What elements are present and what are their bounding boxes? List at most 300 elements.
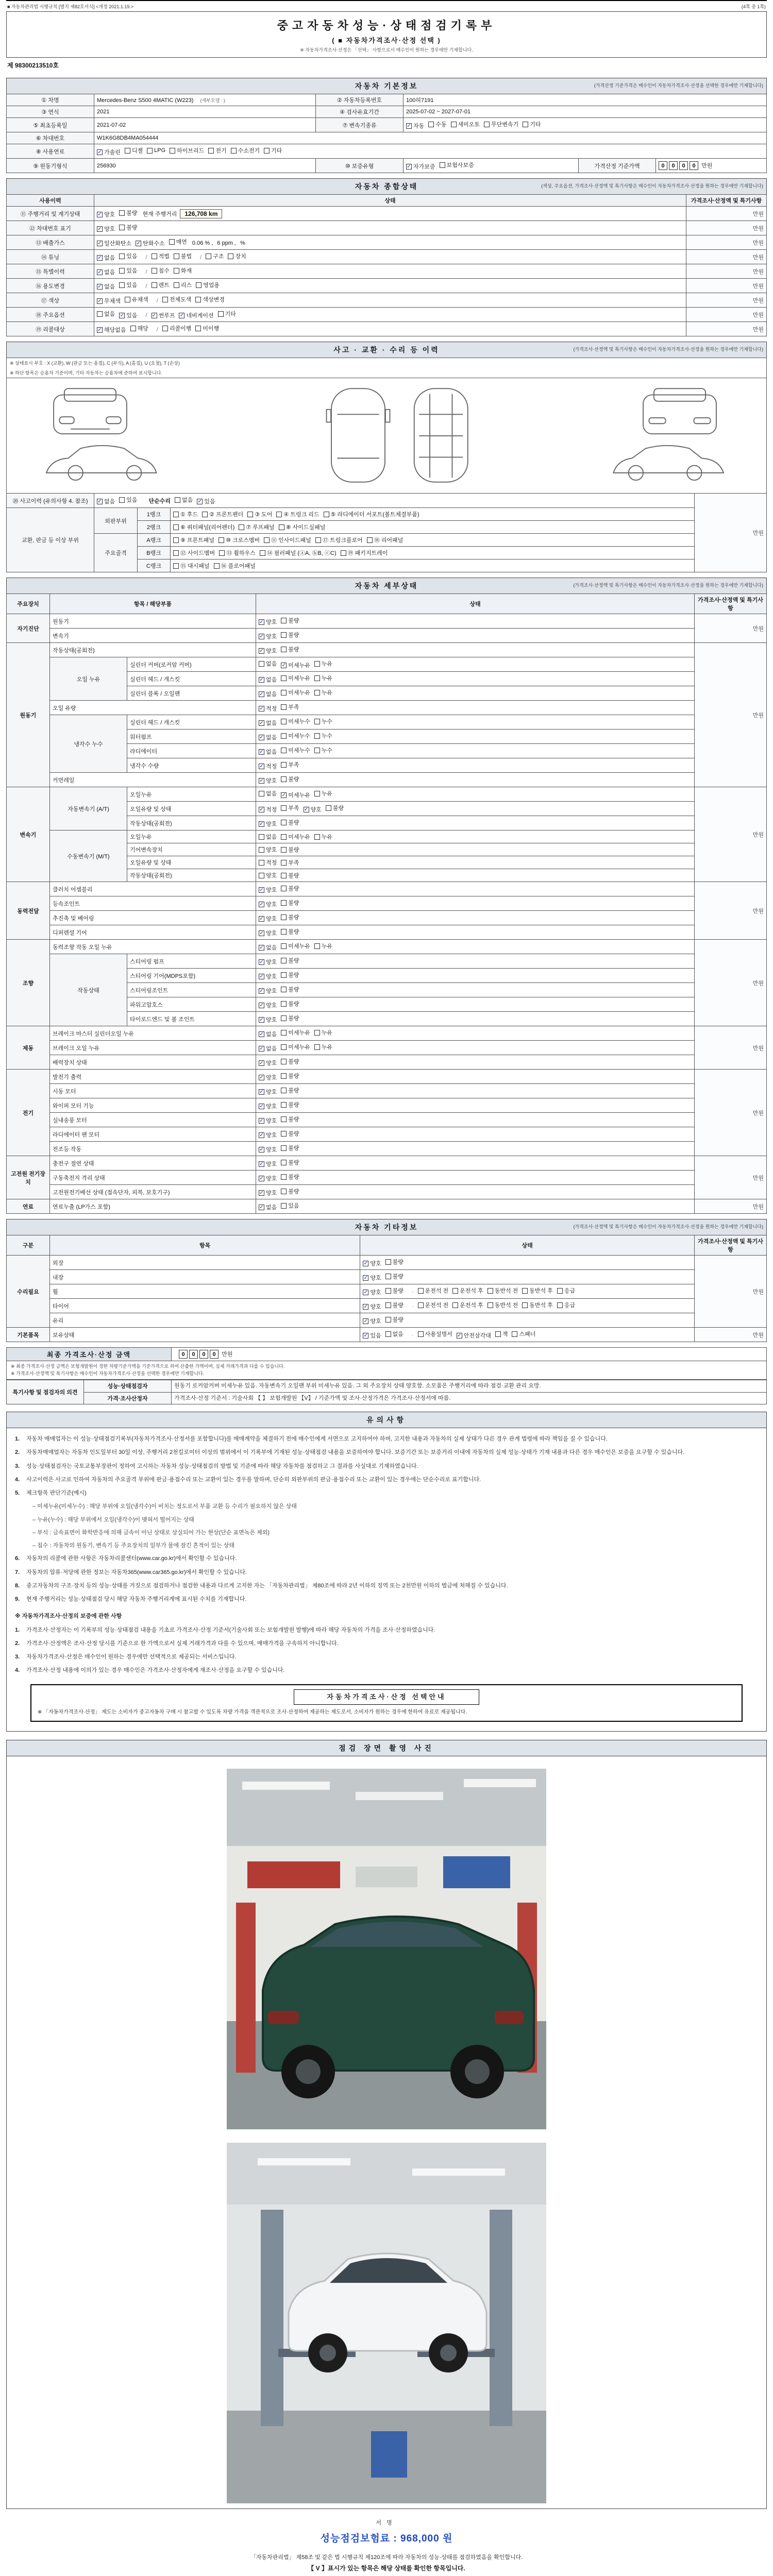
checkbox-불량[interactable] <box>281 645 299 653</box>
checkbox-불량[interactable] <box>281 956 299 964</box>
checkbox-적법[interactable] <box>152 252 170 260</box>
checkbox-미세누수[interactable] <box>281 732 310 740</box>
checkbox-장치[interactable] <box>228 252 246 260</box>
checkbox-label: 양호 <box>266 887 277 893</box>
item-label: 작동상태(공회전) <box>127 816 256 831</box>
checkbox-불량[interactable] <box>281 871 299 879</box>
checkbox-양호[interactable] <box>259 1015 277 1024</box>
checkbox-label: 리콜이행 <box>169 326 192 332</box>
notice-subitem: – 침수 : 자동차의 원동기, 변속기 등 주요장치의 일부가 물에 잠긴 흔적이 있는 상태 <box>32 1543 234 1549</box>
checkbox-양호[interactable] <box>259 1001 277 1009</box>
checkbox-누수[interactable] <box>314 732 332 740</box>
checkbox-하이브리드[interactable] <box>170 146 204 155</box>
checkbox-부족[interactable] <box>281 703 299 711</box>
section-overall-title: 자동차 종합상태 <box>355 182 418 191</box>
checkbox-양호[interactable] <box>259 1073 277 1081</box>
checkbox-침수[interactable] <box>152 266 170 275</box>
checkbox-양호[interactable] <box>259 958 277 966</box>
checkbox-누유[interactable] <box>314 789 332 798</box>
section-detail-title: 자동차 세부상태 <box>355 582 418 590</box>
checkbox-불량[interactable] <box>281 899 299 907</box>
item-label: 디퍼렌셜 기어 <box>50 925 256 940</box>
first-reg-label: ⑤ 최초등록일 <box>7 118 94 132</box>
item-state <box>256 1127 695 1142</box>
checkbox-불량[interactable] <box>385 1315 404 1324</box>
checkbox-적정[interactable] <box>259 858 277 867</box>
checkbox-불량[interactable] <box>281 1086 299 1094</box>
checkbox-불량[interactable] <box>385 1258 404 1266</box>
checkbox-누유[interactable] <box>314 1028 332 1037</box>
checkbox-불량[interactable] <box>385 1301 404 1309</box>
checkbox-⑰ 트렁크플로어[interactable] <box>315 536 363 544</box>
checkbox-없음[interactable] <box>259 943 277 952</box>
notice-item <box>15 1434 758 1444</box>
checkbox-없음[interactable] <box>259 733 277 741</box>
checkbox-영업용[interactable] <box>196 281 220 289</box>
checkbox-양호[interactable] <box>259 820 277 828</box>
checkbox-④ 트렁크 리드[interactable] <box>276 510 319 518</box>
first-reg-value: 2021-07-02 <box>94 118 316 132</box>
item-state <box>256 997 695 1012</box>
price-appraisal-box-text: ※ 「자동차가격조사·산정」 제도는 소비자가 중고자동차 구매 시 참고할 수 있도록 차량 가격을 객관적으로 조사·산정하여 제공하는 제도로서, 소비자가 원하는 경우에 한하여 유료로 제공됩니다. <box>38 1709 467 1716</box>
rank-parts <box>171 508 695 521</box>
section-detail-note: (가격조사·산정액 및 특기사항은 매수인이 자동차가격조사·산정을 원하는 경우에만 기재합니다) <box>573 583 763 588</box>
checkbox-응급[interactable] <box>557 1286 575 1295</box>
checkbox-매연[interactable] <box>169 238 187 246</box>
checkbox-label: ⑯ 플로어패널 <box>221 563 256 569</box>
checkbox-화재[interactable] <box>174 266 192 275</box>
device-row <box>7 1142 767 1156</box>
checkbox-부족[interactable] <box>281 760 299 769</box>
checkbox-양호[interactable] <box>97 225 115 233</box>
checkbox-불량[interactable] <box>281 1014 299 1022</box>
checkbox-사용설명서[interactable] <box>418 1330 452 1338</box>
item-label: 클러치 어셈블리 <box>50 882 256 896</box>
checkbox-누유[interactable] <box>314 942 332 950</box>
checkbox-box-icon <box>281 1203 287 1209</box>
checkbox-불량[interactable] <box>281 631 299 639</box>
checkbox-label: 양호 <box>104 212 115 218</box>
checkbox-미이행[interactable] <box>195 324 219 332</box>
checkbox-있음[interactable] <box>119 252 137 260</box>
checkbox-불량[interactable] <box>281 1158 299 1166</box>
fuel-options <box>94 144 767 159</box>
accident-history-table <box>6 493 767 572</box>
insurance-premium <box>6 2531 767 2545</box>
item-state <box>256 831 695 843</box>
notice-number: 1. <box>15 1626 20 1633</box>
checkbox-불량[interactable] <box>281 1129 299 1138</box>
checkbox-불량[interactable] <box>385 1286 404 1295</box>
checkbox-box-icon: ✓ <box>197 498 202 504</box>
checkbox-없음[interactable] <box>385 1330 404 1338</box>
checkbox-box-icon <box>314 943 320 949</box>
checkbox-불량[interactable] <box>281 616 299 624</box>
checkbox-미세누유[interactable] <box>281 688 310 697</box>
checkbox-불량[interactable] <box>281 818 299 826</box>
item-state <box>256 672 695 686</box>
checkbox-⑭ 필러패널 (ⓐA, ⓑB, ⓒC)[interactable] <box>260 549 337 557</box>
device-group-label: 원동기 <box>7 643 50 787</box>
checkbox-네비게이션[interactable] <box>179 311 213 319</box>
checkbox-box-icon <box>324 512 329 517</box>
checkbox-⑪ 인사이드패널[interactable] <box>264 536 311 544</box>
checkbox-누유[interactable] <box>314 674 332 682</box>
checkbox-양호[interactable] <box>259 776 277 785</box>
checkbox-기타[interactable] <box>264 146 282 155</box>
device-row <box>7 911 767 925</box>
checkbox-없음[interactable] <box>259 748 277 756</box>
checkbox-양호[interactable] <box>259 886 277 894</box>
checkbox-box-icon <box>281 987 287 992</box>
checkbox-양호[interactable] <box>259 929 277 937</box>
checkbox-양호[interactable] <box>259 618 277 626</box>
checkbox-있음[interactable] <box>119 311 137 319</box>
checkbox-누수[interactable] <box>314 746 332 754</box>
checkbox-불량[interactable] <box>281 1100 299 1109</box>
checkbox-label: 누수 <box>321 719 333 725</box>
checkbox-불법[interactable] <box>174 252 192 260</box>
section-accident-history <box>6 342 767 572</box>
checkbox-가솔린[interactable] <box>97 148 121 156</box>
final-basis-note-2: ※ 가격조사·산정액 및 특기사항은 매수인이 자동차가격조사·산정을 선택한 경우에만 기재합니다. <box>11 1370 205 1376</box>
checkbox-불량[interactable] <box>385 1272 404 1280</box>
checkbox-있음[interactable] <box>197 497 215 505</box>
state-text: 0.06 % , <box>192 240 213 246</box>
checkbox-렌트[interactable] <box>152 281 170 289</box>
checkbox-① 후드[interactable] <box>173 510 198 518</box>
checkbox-양호[interactable] <box>259 1174 277 1182</box>
notice-item <box>15 1475 758 1485</box>
checkbox-양호[interactable] <box>259 632 277 640</box>
checkbox-동반석 후[interactable] <box>522 1286 553 1295</box>
checkbox-없음[interactable] <box>97 310 115 318</box>
checkbox-box-icon: ✓ <box>259 901 264 907</box>
overall-row <box>7 264 767 279</box>
checkbox-box-icon <box>281 776 287 782</box>
checkbox-label: 없음 <box>266 691 277 698</box>
checkbox-없음[interactable] <box>259 675 277 684</box>
checkbox-미세누유[interactable] <box>281 791 310 799</box>
notice-number: 5. <box>15 1490 20 1496</box>
checkbox-운전석 전[interactable] <box>418 1286 449 1295</box>
notice-number: 3. <box>15 1654 20 1660</box>
checkbox-⑦ 루프패널[interactable] <box>239 523 274 531</box>
checkbox-양호[interactable] <box>259 1131 277 1139</box>
checkbox-해당[interactable] <box>130 324 148 332</box>
checkbox-미세누수[interactable] <box>281 746 310 754</box>
checkbox-box-icon <box>418 1302 424 1308</box>
item-state <box>256 701 695 715</box>
checkbox-양호[interactable] <box>259 1160 277 1168</box>
checkbox-label: 양호 <box>310 807 322 813</box>
checkbox-없음[interactable] <box>175 496 193 504</box>
checkbox-있음[interactable] <box>281 1201 299 1210</box>
opinion-row-appraiser <box>7 1392 767 1404</box>
checkbox-양호[interactable] <box>259 1145 277 1154</box>
checkbox-box-icon <box>281 647 287 652</box>
checkbox-불량[interactable] <box>281 845 299 854</box>
engine-value: 256930 <box>94 159 316 173</box>
checkbox-양호[interactable] <box>363 1274 381 1282</box>
accident-rank-row <box>7 508 767 521</box>
notice-text: 중고자동차의 구조·장치 등의 성능·상태를 거짓으로 점검하거나 점검한 내용과 다르게 고지한 자는 「자동차관리법」 제80조에 따라 2년 이하의 징역 또는 2천만원 이하의 벌금에 처해질 수 있습니다. <box>26 1582 508 1589</box>
checkbox-불량[interactable] <box>281 971 299 979</box>
checkbox-미세누유[interactable] <box>281 661 310 669</box>
checkbox-label: ⑪ 인사이드패널 <box>271 537 311 544</box>
checkbox-누유[interactable] <box>314 688 332 697</box>
checkbox-수동[interactable] <box>428 120 446 128</box>
overall-item-price: 만원 <box>686 250 767 264</box>
checkbox-box-icon: ✓ <box>363 1260 368 1266</box>
checkbox-누유[interactable] <box>314 1043 332 1051</box>
checkbox-적정[interactable] <box>259 762 277 770</box>
checkbox-label: 네비게이션 <box>186 313 214 319</box>
overall-item-state <box>94 235 686 250</box>
checkbox-불량[interactable] <box>119 209 137 217</box>
checkbox-불량[interactable] <box>281 1057 299 1065</box>
checkbox-⑮ 대시패널[interactable] <box>173 562 210 570</box>
section-etc-info <box>6 1219 767 1342</box>
checkbox-양호[interactable] <box>259 987 277 995</box>
checkbox-③ 도어[interactable] <box>247 510 272 518</box>
section-basic-info <box>6 78 767 173</box>
notice-number: 4. <box>15 1476 20 1483</box>
checkbox-양호[interactable] <box>259 871 277 879</box>
checkbox-label: 누유 <box>321 791 333 797</box>
item-label: 구동축전지 격리 상태 <box>50 1171 256 1185</box>
checkbox-⑫ 사이드멤버[interactable] <box>173 549 215 557</box>
checkbox-⑲ 패키지트레이[interactable] <box>341 549 388 557</box>
checkbox-양호[interactable] <box>363 1317 381 1325</box>
checkbox-양호[interactable] <box>363 1302 381 1311</box>
checkbox-적정[interactable] <box>259 704 277 713</box>
checkbox-불량[interactable] <box>281 1173 299 1181</box>
price-notice-item <box>15 1652 758 1662</box>
checkbox-잭[interactable] <box>495 1330 508 1338</box>
checkbox-label: 양호 <box>266 916 277 922</box>
checkbox-양호[interactable] <box>259 1189 277 1197</box>
checkbox-리콜이행[interactable] <box>162 324 192 332</box>
item-category-label: 작동상태 <box>50 954 127 1026</box>
checkbox-box-icon <box>451 122 457 127</box>
basic-row-name <box>7 94 767 106</box>
checkbox-⑯ 플로어패널[interactable] <box>214 562 256 570</box>
checkbox-있음[interactable] <box>119 266 137 275</box>
checkbox-없음[interactable] <box>259 659 277 668</box>
checkbox-없음[interactable] <box>259 1203 277 1211</box>
checkbox-불량[interactable] <box>281 1115 299 1123</box>
checkbox-불량[interactable] <box>281 1187 299 1195</box>
checkbox-⑥ 쿼터패널(리어펜더)[interactable] <box>173 523 234 531</box>
checkbox-⑧ 사이드실패널[interactable] <box>279 523 326 531</box>
checkbox-스패너[interactable] <box>512 1330 535 1338</box>
checkbox-양호[interactable] <box>363 1259 381 1267</box>
device-row <box>7 1270 767 1284</box>
checkbox-없음[interactable] <box>259 833 277 841</box>
checkbox-⑤ 라디에이터 서포트(볼트체결부품)[interactable] <box>324 510 419 518</box>
checkbox-없음[interactable] <box>97 282 115 291</box>
checkbox-미세누유[interactable] <box>281 1028 310 1037</box>
checkbox-미세누수[interactable] <box>281 717 310 725</box>
device-price-cell: 만원 <box>695 882 767 940</box>
checkbox-운전석 전[interactable] <box>418 1301 449 1309</box>
item-label: 스티어링 펌프 <box>127 954 256 969</box>
checkbox-무단변속기[interactable] <box>484 120 518 128</box>
checkbox-디젤[interactable] <box>125 146 143 155</box>
checkbox-label: 불량 <box>288 647 299 653</box>
checkbox-양호[interactable] <box>259 647 277 655</box>
checkbox-없음[interactable] <box>259 719 277 727</box>
checkbox-⑬ 휠하우스[interactable] <box>219 549 256 557</box>
checkbox-없음[interactable] <box>97 268 115 276</box>
detail-state-table <box>6 594 767 1214</box>
checkbox-기타[interactable] <box>218 310 236 318</box>
item-category-label: 수동변속기 (M/T) <box>50 831 127 882</box>
checkbox-label: 양호 <box>266 1147 277 1153</box>
checkbox-없음[interactable] <box>259 1044 277 1053</box>
checkbox-양호[interactable] <box>97 210 115 218</box>
checkbox-양호[interactable] <box>259 1116 277 1125</box>
checkbox-자동[interactable] <box>406 122 424 130</box>
checkbox-일산화탄소[interactable] <box>97 239 131 247</box>
checkbox-보험사보증[interactable] <box>440 161 474 169</box>
checkbox-box-icon: ✓ <box>259 648 264 654</box>
checkbox-label: 적정 <box>266 706 277 712</box>
checkbox-수소전기[interactable] <box>231 146 260 155</box>
checkbox-적정[interactable] <box>259 805 277 814</box>
checkbox-미세누유[interactable] <box>281 942 310 950</box>
checkbox-해당없음[interactable] <box>97 326 126 334</box>
checkbox-없음[interactable] <box>259 690 277 698</box>
checkbox-box-icon <box>195 326 201 331</box>
checkbox-전체도색[interactable] <box>162 295 192 303</box>
checkbox-불량[interactable] <box>281 884 299 892</box>
checkbox-무채색[interactable] <box>97 297 121 305</box>
checkbox-미세누유[interactable] <box>281 674 310 682</box>
checkbox-리스[interactable] <box>174 281 192 289</box>
item-label: 파워고압호스 <box>127 997 256 1012</box>
checkbox-label: 없음 <box>266 1046 277 1052</box>
checkbox-불량[interactable] <box>281 1144 299 1152</box>
notice-number: 1. <box>15 1436 20 1442</box>
checkbox-label: 미이행 <box>203 326 220 332</box>
checkbox-⑱ 리어패널[interactable] <box>367 536 404 544</box>
checkbox-label: 탄화수소 <box>143 241 165 247</box>
checkbox-양호[interactable] <box>259 1102 277 1110</box>
checkbox-썬루프[interactable] <box>152 311 175 319</box>
checkbox-label: 양호 <box>266 847 277 853</box>
checkbox-label: 침수 <box>158 268 170 274</box>
checkbox-양호[interactable] <box>259 900 277 908</box>
checkbox-LPG[interactable] <box>147 147 165 154</box>
state-text: 6 ppm , <box>217 240 236 246</box>
checkbox-label: 전체도색 <box>169 297 192 303</box>
checkbox-운전석 후[interactable] <box>452 1286 483 1295</box>
checkbox-불량[interactable] <box>281 999 299 1008</box>
checkbox-label: 불량 <box>288 873 299 879</box>
checkbox-box-icon: ✓ <box>281 662 286 668</box>
checkbox-box-icon: ✓ <box>97 327 102 333</box>
fuel-label: ⑧ 사용연료 <box>7 144 94 159</box>
checkbox-label: 불량 <box>288 1145 299 1151</box>
checkbox-없음[interactable] <box>97 253 115 262</box>
checkbox-양호[interactable] <box>259 914 277 923</box>
checkbox-있음[interactable] <box>363 1331 381 1340</box>
checkbox-② 프론트펜더[interactable] <box>202 510 243 518</box>
item-state <box>256 773 695 787</box>
checkbox-양호[interactable] <box>259 845 277 854</box>
checkbox-불량[interactable] <box>281 775 299 783</box>
checkbox-부족[interactable] <box>281 804 299 812</box>
notice-text: 가격조사·산정 내용에 이의가 있는 경우 매수인은 가격조사·산정자에게 재조사·산정을 요구할 수 있습니다. <box>26 1667 285 1674</box>
checkbox-box-icon: ✓ <box>259 691 264 697</box>
checkbox-양호[interactable] <box>304 805 322 814</box>
checkbox-불량[interactable] <box>281 1072 299 1080</box>
checkbox-누유[interactable] <box>314 833 332 841</box>
checkbox-⑨ 프론트패널[interactable] <box>173 536 214 544</box>
checkbox-누유[interactable] <box>314 659 332 668</box>
item-label: 오일유량 및 상태 <box>127 802 256 816</box>
checkbox-색상변경[interactable] <box>195 295 225 303</box>
checkbox-⑩ 크로스멤버[interactable] <box>219 536 260 544</box>
checkbox-불량[interactable] <box>281 927 299 936</box>
checkbox-label: 양호 <box>104 226 115 232</box>
checkbox-있음[interactable] <box>119 281 137 289</box>
checkbox-세미오토[interactable] <box>451 120 480 128</box>
checkbox-불량[interactable] <box>281 985 299 993</box>
checkbox-안전삼각대[interactable] <box>457 1331 491 1340</box>
checkbox-불량[interactable] <box>119 223 137 231</box>
checkbox-label: 부족 <box>288 704 299 710</box>
checkbox-탄화수소[interactable] <box>136 239 165 247</box>
checkbox-동반석 후[interactable] <box>522 1301 553 1309</box>
checkbox-없음[interactable] <box>97 497 115 505</box>
checkbox-부족[interactable] <box>281 858 299 867</box>
checkbox-기타[interactable] <box>523 120 541 128</box>
checkbox-양호[interactable] <box>259 1088 277 1096</box>
checkbox-label: 자가보증 <box>413 164 435 170</box>
checkbox-자가보증[interactable] <box>406 162 435 171</box>
section-notices <box>6 1412 767 1732</box>
checkbox-box-icon: ✓ <box>259 916 264 922</box>
checkbox-응급[interactable] <box>557 1301 575 1309</box>
checkbox-구조[interactable] <box>206 252 224 260</box>
checkbox-유채색[interactable] <box>125 295 148 303</box>
checkbox-없음[interactable] <box>259 789 277 798</box>
price-notices-title: ※ 자동차가격조사·산정의 보증에 관한 사항 <box>15 1613 122 1620</box>
checkbox-label: 양호 <box>266 873 277 879</box>
checkbox-전기[interactable] <box>208 146 226 155</box>
checkbox-없음[interactable] <box>259 1030 277 1038</box>
checkbox-동반석 전[interactable] <box>488 1301 518 1309</box>
overall-item-price: 만원 <box>686 322 767 336</box>
checkbox-양호[interactable] <box>363 1288 381 1296</box>
device-row <box>7 1299 767 1313</box>
checkbox-미세누유[interactable] <box>281 833 310 841</box>
checkbox-label: 없음 <box>266 1031 277 1038</box>
checkbox-양호[interactable] <box>259 972 277 980</box>
checkbox-불량[interactable] <box>326 804 344 812</box>
checkbox-있음[interactable] <box>119 496 137 504</box>
checkbox-운전석 후[interactable] <box>452 1301 483 1309</box>
checkbox-양호[interactable] <box>259 1059 277 1067</box>
checkbox-동반석 전[interactable] <box>488 1286 518 1295</box>
checkbox-불량[interactable] <box>281 913 299 921</box>
checkbox-미세누유[interactable] <box>281 1043 310 1051</box>
checkbox-box-icon <box>281 1059 287 1064</box>
checkbox-누수[interactable] <box>314 717 332 725</box>
